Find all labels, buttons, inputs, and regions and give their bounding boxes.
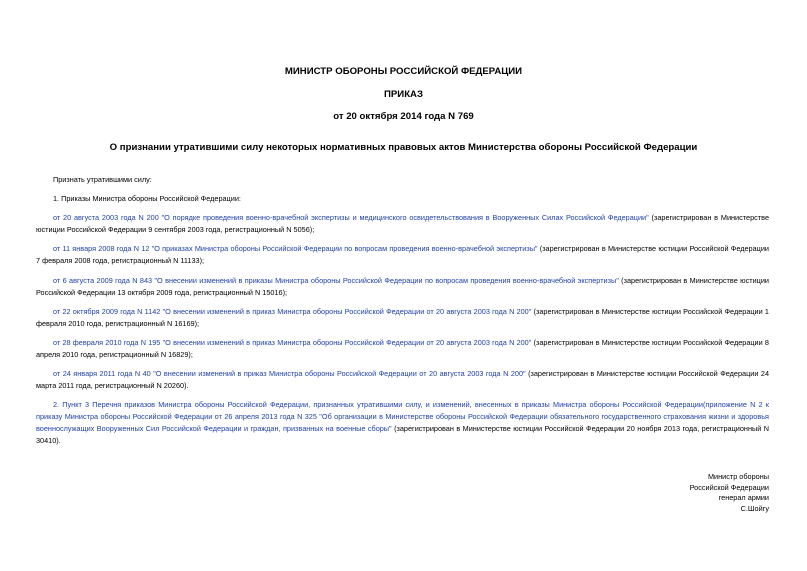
order-paragraph-6 [36,368,769,392]
order-paragraph-3 [36,275,769,299]
order-link-6[interactable]: от 24 января 2011 года N 40 "О внесении изменений в приказ Министра обороны Российской Федерации от 20 августа 2003 года N 200" [53,369,526,378]
order-registration-2: (зарегистрирован в Министерстве юстиции Российской Федерации 7 февраля 2008 года, регистрационный N 11133); [36,244,770,265]
doc-type-heading: ПРИКАЗ [384,89,423,100]
order-registration-3: (зарегистрирован в Министерстве юстиции Российской Федерации 13 октября 2009 года, регистрационный N 15016); [36,276,769,297]
order-registration-4: (зарегистрирован в Министерстве юстиции Российской Федерации 1 февраля 2010 года, регистрационный N 16169); [36,307,769,328]
ministry-heading: МИНИСТР ОБОРОНЫ РОССИЙСКОЙ ФЕДЕРАЦИИ [284,66,523,77]
document-title: О признании утратившими силу некоторых нормативных правовых актов Министерства обороны Российской Федерации [109,142,698,153]
date-number-heading: от 20 октября 2014 года N 769 [333,111,474,122]
order-registration-6: (зарегистрирован в Министерстве юстиции Российской Федерации 24 марта 2011 года, регистрационный N 20260). [36,369,769,390]
item2-paragraph [36,399,769,447]
order-paragraph-2 [36,243,769,267]
intro-paragraph: Признать утратившими силу: [53,175,152,184]
order-link-2[interactable]: от 11 января 2008 года N 12 "О приказах Министра обороны Российской Федерации по вопросам проведения военно-врачебной экспертизы" [53,244,538,253]
signature-line-name: С.Шойгу [740,503,769,513]
order-paragraph-4 [36,306,769,330]
order-link-3[interactable]: от 6 августа 2009 года N 843 "О внесении изменений в приказы Министра обороны Российской Федерации по вопросам проведения военно-врачебной экспертизы" [53,276,619,285]
signature-line-position: Министр обороны [707,472,769,481]
item2-link[interactable]: 2. Пункт 3 Перечня приказов Министра обороны Российской Федерации, признанных утратившими силу, и изменений, внесенных в приказы Министра обороны Российской Федерации(приложение N 2 к приказу Министра обороны Российской Федерации от 26 апреля 2013 года N 325 "Об организации в Министерстве обороны Российской Федерации обязательного государственного страхования жизни и здоровья военнослужащих Вооруженных Сил Российской Федерации и граждан, призванных на военные сборы" [36,400,769,433]
signature-line-country: Российской Федерации [689,482,769,492]
signature-block [690,472,769,514]
order-registration-1: (зарегистрирован в Министерстве юстиции Российской Федерации 9 сентября 2003 года, регистрационный N 5056); [36,213,769,234]
order-link-4[interactable]: от 22 октября 2009 года N 1142 "О внесении изменений в приказ Министра обороны Российской Федерации от 20 августа 2003 года N 200" [53,307,532,316]
order-link-5[interactable]: от 28 февраля 2010 года N 195 "О внесении изменений в приказ Министра обороны Российской Федерации от 20 августа 2003 года N 200" [53,338,532,347]
item2-registration: (зарегистрирован в Министерстве юстиции Российской Федерации 20 ноября 2013 года, регистрационный N 30410). [36,424,770,445]
order-link-1[interactable]: от 20 августа 2003 года N 200 "О порядке проведения военно-врачебной экспертизы и медицинского освидетельствования в Вооруженных Силах Российской Федерации" [53,213,649,222]
order-registration-5: (зарегистрирован в Министерстве юстиции Российской Федерации 8 апреля 2010 года, регистрационный N 16829); [36,338,769,359]
item1-heading: 1. Приказы Министра обороны Российской Федерации: [53,194,241,203]
order-paragraph-5 [36,337,769,361]
signature-line-rank: генерал армии [718,493,769,502]
order-paragraph-1 [36,212,769,236]
